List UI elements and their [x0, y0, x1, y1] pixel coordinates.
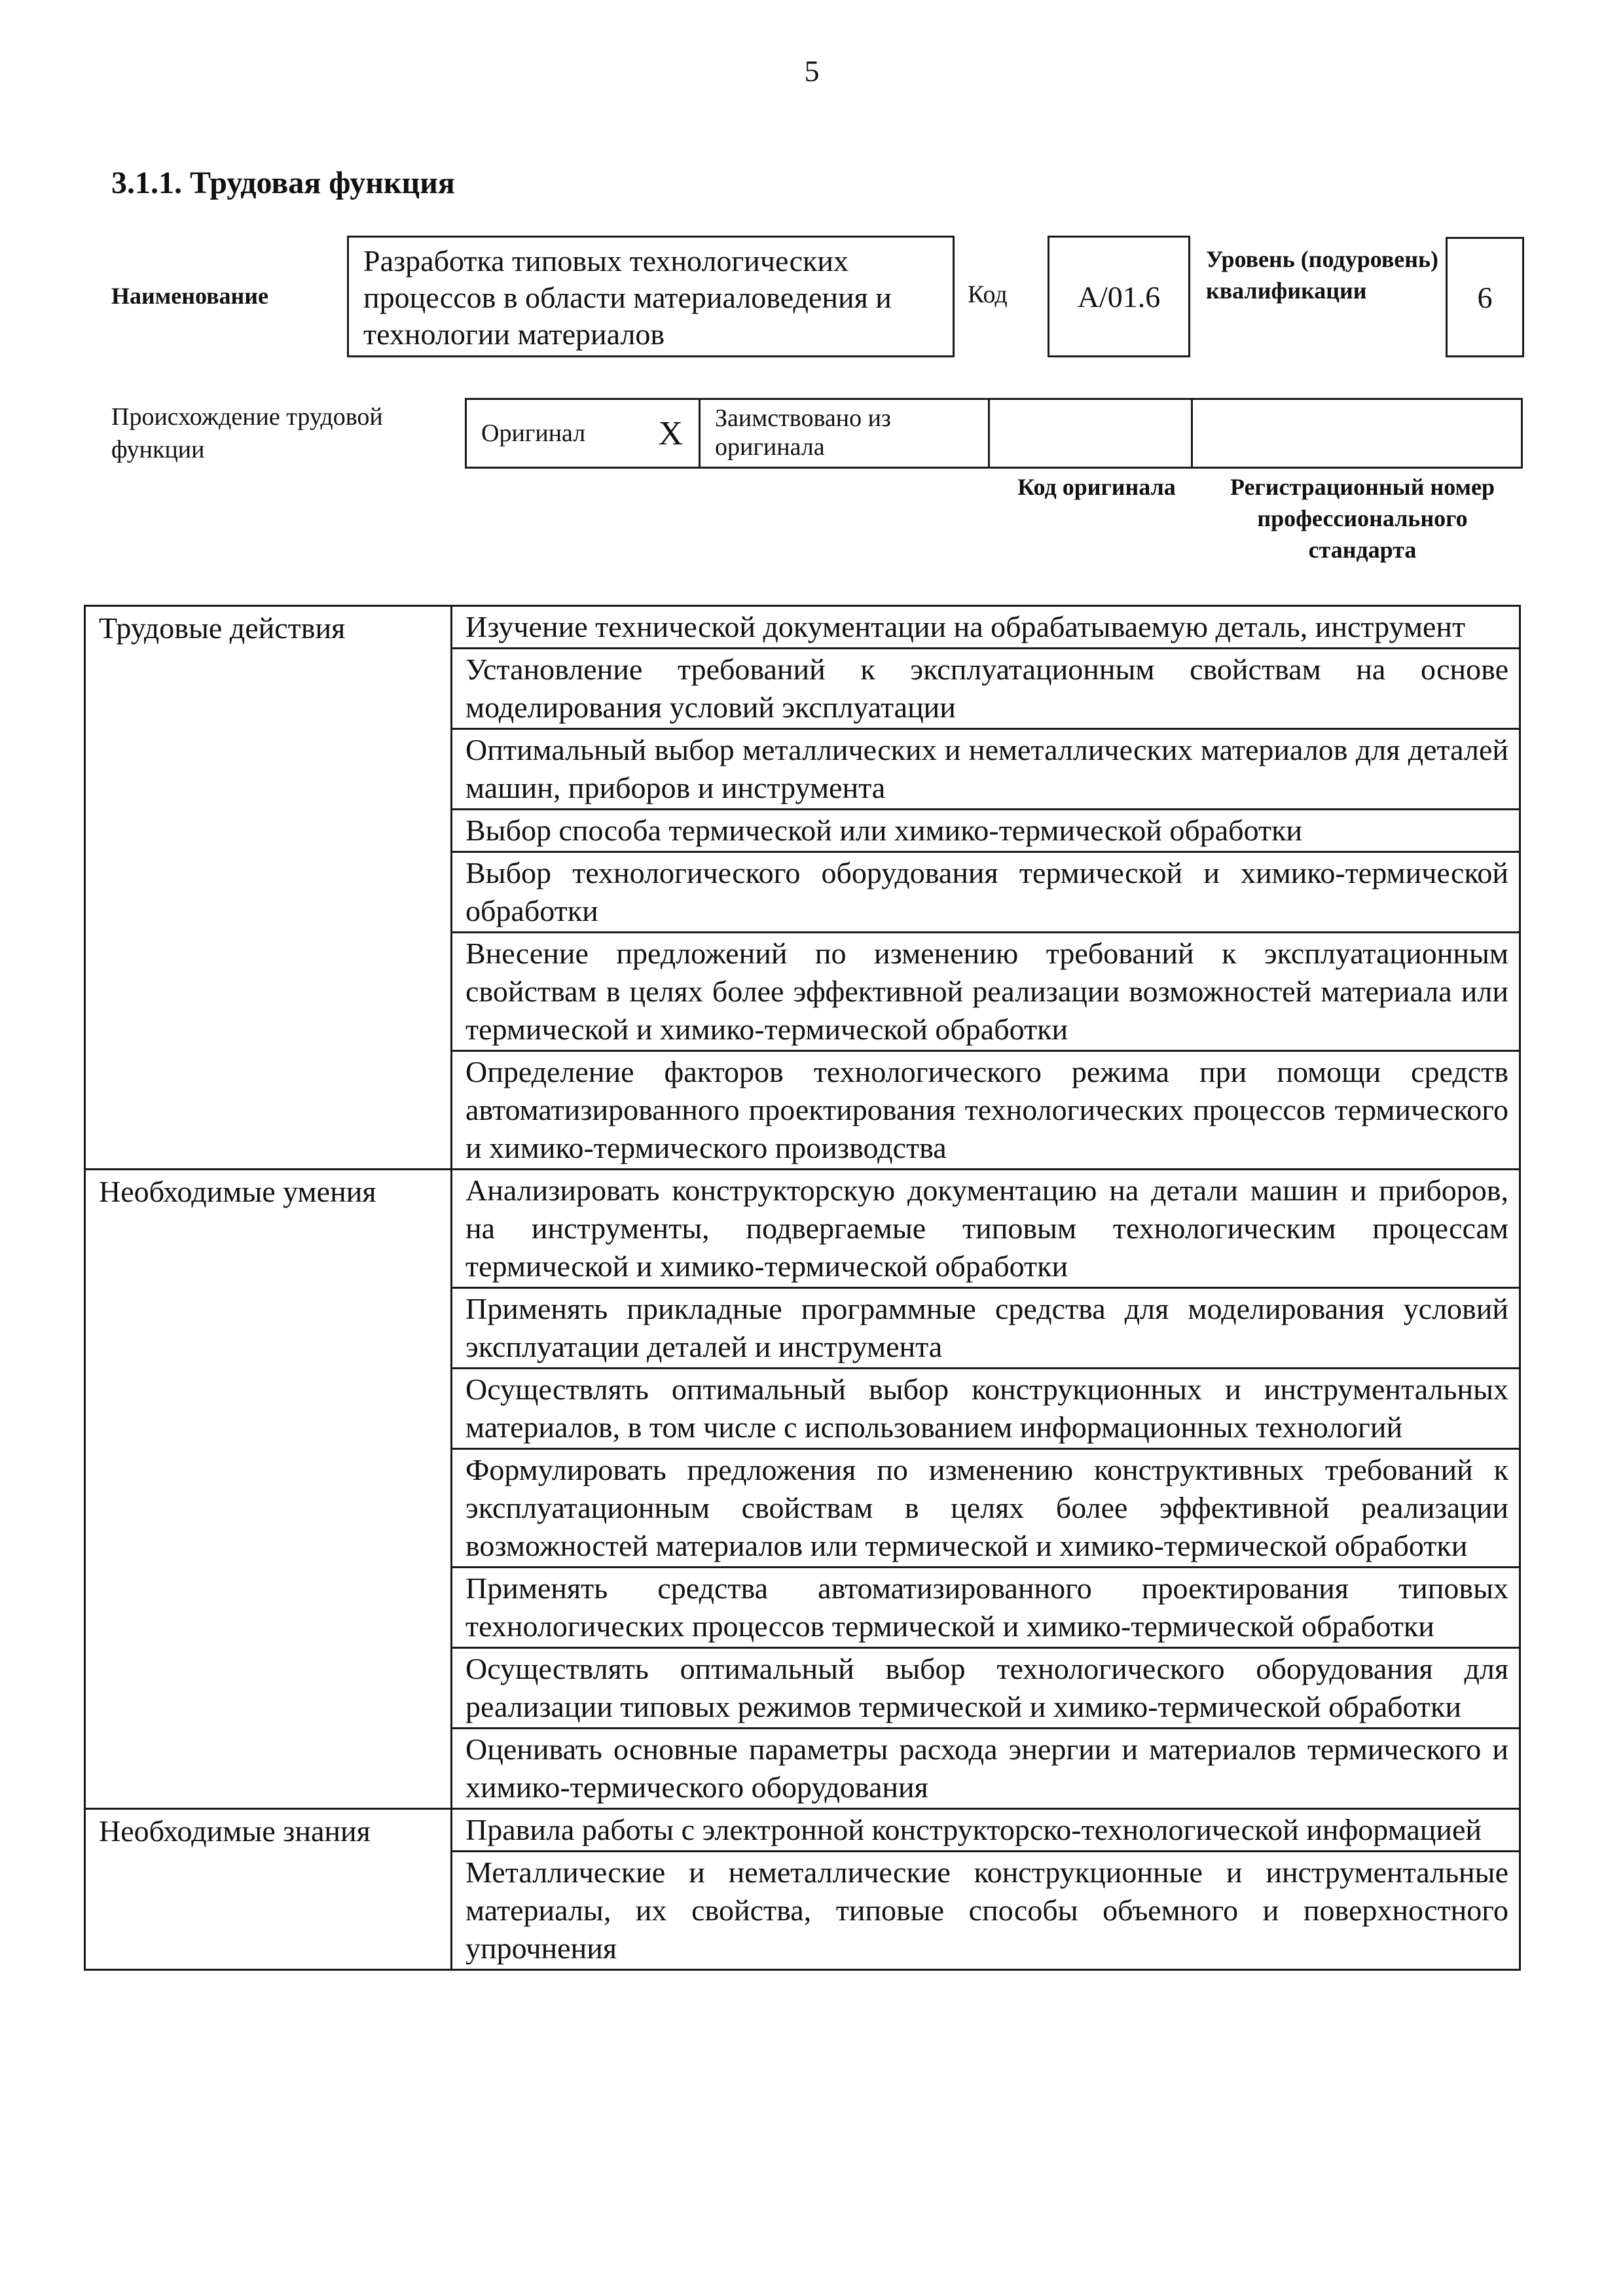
section-title-required-knowledge: Необходимые знания — [85, 1809, 452, 1970]
table-cell: Формулировать предложения по изменению конструктивных требований к эксплуатационным свойствам в целях более эффективной реализации возможностей материалов или термической и химико-термической обработки — [452, 1449, 1520, 1568]
origin-borrowed-cell: Заимствовано из оригинала — [701, 400, 990, 467]
original-code-label: Код оригинала — [1017, 474, 1176, 500]
section-title: 3.1.1. Трудовая функция — [111, 166, 455, 200]
table-cell: Оптимальный выбор металлических и неметаллических материалов для деталей машин, приборов и инструмента — [452, 729, 1520, 810]
code-value-box: A/01.6 — [1048, 236, 1190, 357]
labor-function-table — [84, 605, 1521, 1971]
qualification-level-box: 6 — [1446, 237, 1524, 357]
table-cell: Металлические и неметаллические конструкционные и инструментальные материалы, их свойства, типовые способы объемного и поверхностного упрочнения — [452, 1852, 1520, 1970]
table-cell: Установление требований к эксплуатационным свойствам на основе моделирования условий эксплуатации — [452, 649, 1520, 729]
function-name-box: Разработка типовых технологических процессов в области материаловедения и технологии материалов — [347, 236, 955, 357]
table-cell: Изучение технической документации на обрабатываемую деталь, инструмент — [452, 606, 1520, 649]
table-cell: Правила работы с электронной конструкторско-технологической информацией — [452, 1809, 1520, 1852]
registration-number-label: Регистрационный номер профессионального стандарта — [1230, 474, 1495, 563]
origin-label: Происхождение трудовой функции — [111, 403, 383, 463]
page-number: 5 — [804, 54, 820, 88]
section-title-required-skills: Необходимые умения — [85, 1170, 452, 1809]
original-code-cell — [990, 400, 1193, 467]
table-cell: Выбор способа термической или химико-термической обработки — [452, 810, 1520, 852]
table-cell: Осуществлять оптимальный выбор конструкционных и инструментальных материалов, в том числе с использованием информационных технологий — [452, 1369, 1520, 1449]
table-row — [85, 606, 1520, 649]
section-title-labor-actions: Трудовые действия — [85, 606, 452, 1170]
table-row — [85, 1170, 1520, 1288]
registration-number-cell — [1193, 400, 1521, 467]
origin-original-label: Оригинал — [481, 420, 586, 447]
table-row — [85, 1809, 1520, 1852]
table-cell: Внесение предложений по изменению требований к эксплуатационным свойствам в целях более эффективной реализации возможностей материала или термической и химико-термической обработки — [452, 933, 1520, 1051]
qualification-level-label: Уровень (подуровень) квалификации — [1206, 246, 1439, 304]
table-cell: Анализировать конструкторскую документацию на детали машин и приборов, на инструменты, подвергаемые типовым технологическим процессам термической и химико-термической обработки — [452, 1170, 1520, 1288]
code-label: Код — [968, 281, 1008, 308]
origin-original-cell — [467, 400, 701, 467]
table-cell: Применять прикладные программные средства для моделирования условий эксплуатации деталей и инструмента — [452, 1288, 1520, 1369]
table-cell: Выбор технологического оборудования термической и химико-термической обработки — [452, 852, 1520, 933]
table-cell: Определение факторов технологического режима при помощи средств автоматизированного проектирования технологических процессов термического и химико-термического производства — [452, 1051, 1520, 1170]
name-label: Наименование — [111, 283, 268, 309]
origin-row — [465, 398, 1523, 469]
table-cell: Применять средства автоматизированного проектирования типовых технологических процессов термической и химико-термической обработки — [452, 1568, 1520, 1648]
table-cell: Оценивать основные параметры расхода энергии и материалов термического и химико-термического оборудования — [452, 1729, 1520, 1809]
table-cell: Осуществлять оптимальный выбор технологического оборудования для реализации типовых режимов термической и химико-термической обработки — [452, 1648, 1520, 1729]
origin-original-mark: X — [658, 415, 683, 452]
